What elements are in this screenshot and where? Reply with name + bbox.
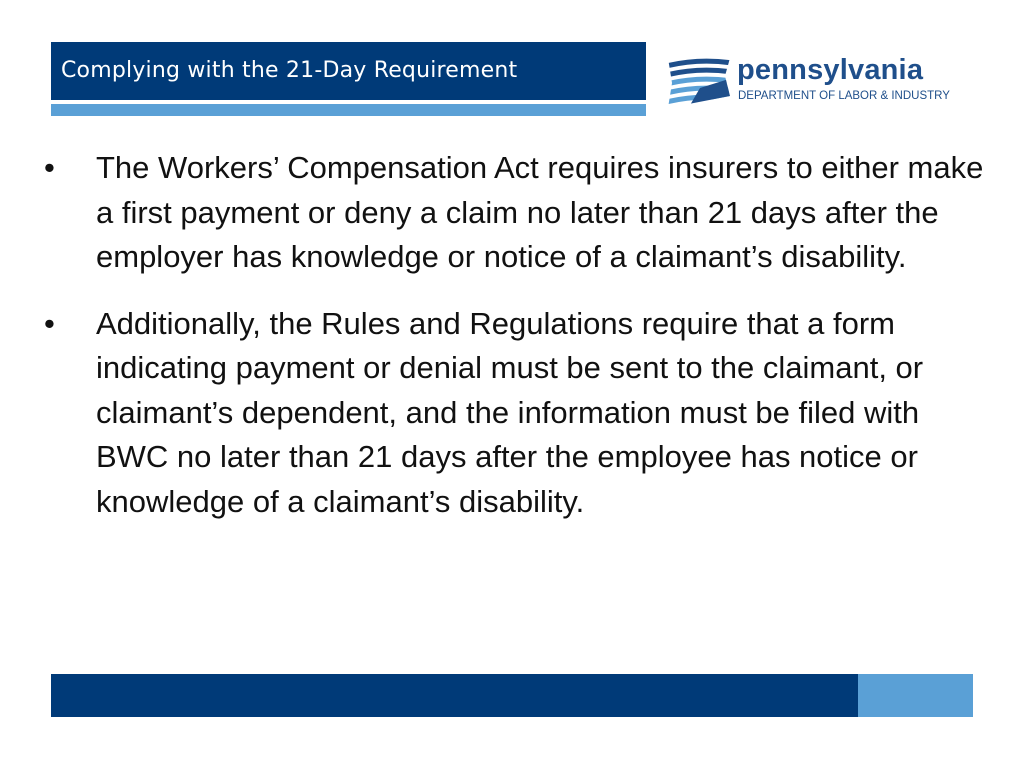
bullet-item-1 (40, 146, 1000, 280)
bullet-marker: • (44, 305, 55, 341)
title-banner (51, 42, 646, 100)
footer-bar (51, 674, 858, 717)
logo-department: DEPARTMENT OF LABOR & INDUSTRY (738, 90, 950, 102)
pa-dli-logo (666, 50, 986, 112)
keystone-flag-icon (666, 50, 732, 112)
title-underline (51, 104, 646, 116)
bullet-item-2 (40, 302, 1000, 525)
bullet-list (40, 146, 1000, 546)
bullet-text: Additionally, the Rules and Regulations require that a form indicating payment or denial must be sent to the claimant, or claimant’s dependent, and the information must be filed with BWC no later than 21 days after the employee has notice or knowledge of a claimant’s disability. (96, 305, 924, 519)
footer-accent (858, 674, 973, 717)
bullet-text: The Workers’ Compensation Act requires insurers to either make a first payment or deny a claim no later than 21 days after the employer has knowledge or notice of a claimant’s disability. (96, 150, 984, 274)
slide-title: Complying with the 21-Day Requirement (61, 58, 518, 83)
bullet-marker: • (44, 150, 55, 185)
logo-name: pennsylvania (737, 54, 924, 86)
